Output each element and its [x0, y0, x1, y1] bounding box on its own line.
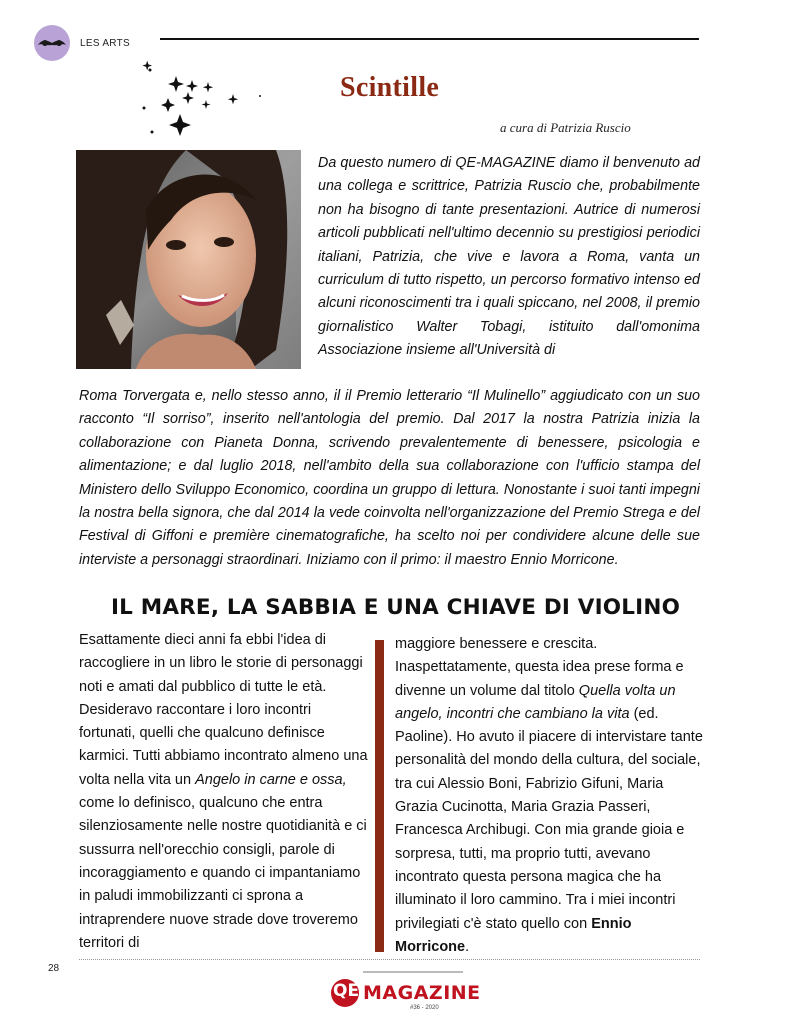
- body-strong: Ennio Morricone: [395, 915, 632, 955]
- intro-text-top: Da questo numero di QE-MAGAZINE diamo il benvenuto ad una collega e scrittrice, Patrizia Ruscio che, probabilmente non ha bisogno di tante presentazioni. Autrice di numerosi articoli pubblicati nell'ultimo decennio su prestigiosi periodici italiani, Patrizia, che vive e lavora a Roma, vanta un curriculum di tutto rispetto, un percorso formativo intenso ed alcuni riconoscimenti tra i quali spiccano, nel 2008, il premio giornalistico Walter Tobagi, istituito dall'omonima Associazione insieme all'Università di: [318, 155, 700, 359]
- stars-decoration-icon: [128, 56, 278, 141]
- body-emphasis: Angelo in carne e ossa,: [195, 771, 347, 788]
- portrait-photo: [76, 150, 301, 369]
- intro-text-bottom: Roma Torvergata e, nello stesso anno, il il Premio letterario “Il Mulinello” aggiudicato con un suo racconto “Il sorriso”, inserito nell'antologia del premio. Dal 2017 la nostra Patrizia inizia la collaborazione con Pianeta Donna, scrivendo prevalentemente di benessere, psicologia e alimentazione; e dal luglio 2018, nell'ambito della sua collaborazione con l'ufficio stampa del Ministero dello Sviluppo Economico, coordina un gruppo di lettura. Nonostante i suoi tanti impegni la nostra bella signora, che dal 2014 la vede coinvolta nell'organizzazione del Premio Strega e del Festival di Giffoni e première cinematografiche, ha scelto noi per condividere alcune delle sue interviste a personaggi straordinari. Iniziamo con il primo: il maestro Ennio Morricone.: [79, 388, 700, 568]
- body-text: Esattamente dieci anni fa ebbi l'idea di raccogliere in un libro le storie di personaggi noti e amati dal pubblico di tutte le età. Desideravo raccontare i loro incontri fortunati, quelli che qualcuno definisce karmici. Tutti abbiamo incontrato almeno una volta nella vita un: [79, 632, 368, 788]
- logo-tagline-bar: [363, 971, 463, 973]
- logo-text-magazine: MAGAZINE: [363, 982, 481, 1004]
- section-label: LES ARTS: [80, 38, 131, 49]
- article-headline: IL MARE, LA SABBIA E UNA CHIAVE DI VIOLINO: [110, 595, 681, 620]
- article-byline: a cura di Patrizia Ruscio: [500, 120, 631, 135]
- body-text: (ed. Paoline). Ho avuto il piacere di intervistare tante personalità del mondo della cultura, del sociale, tra cui Alessio Boni, Fabrizio Gifuni, Maria Grazia Cucinotta, Maria Grazia Passeri, Francesca Archibugi. Con mia grande gioia e sorpresa, tutti, ma proprio tutti, avevano incontrato questa persona magica che ha illuminato il loro cammino. Tra i miei incontri privilegiati c'è stato quello con: [395, 705, 703, 932]
- body-text: come lo definisco, qualcuno che entra silenziosamente nelle nostre quotidianità e ci sussurra nell'orecchio consigli, parole di incoraggiamento e quando ci impantaniamo in paludi immobilizzanti ci sprona a intraprendere nuove strade dove troveremo territori di: [79, 795, 367, 951]
- article-title: Scintille: [340, 72, 440, 103]
- page-number: 28: [48, 963, 60, 974]
- body-text: .: [465, 938, 470, 955]
- logo-text-qe: QE-: [333, 981, 367, 1001]
- column-divider-bar: [375, 640, 384, 952]
- logo-issue: #36 - 2020: [410, 1005, 439, 1011]
- body-column-left: [79, 629, 369, 955]
- body-text: maggiore benessere e crescita. Inaspettatamente, questa idea prese forma e divenne un volume dal titolo: [395, 636, 684, 699]
- header-rule: [160, 38, 699, 40]
- body-column-right: [395, 633, 705, 959]
- footer-rule: [79, 959, 700, 960]
- body-emphasis: Quella volta un angelo, incontri che cambiano la vita: [395, 682, 676, 722]
- mustache-logo-icon: [32, 25, 72, 61]
- magazine-logo: [325, 965, 481, 1017]
